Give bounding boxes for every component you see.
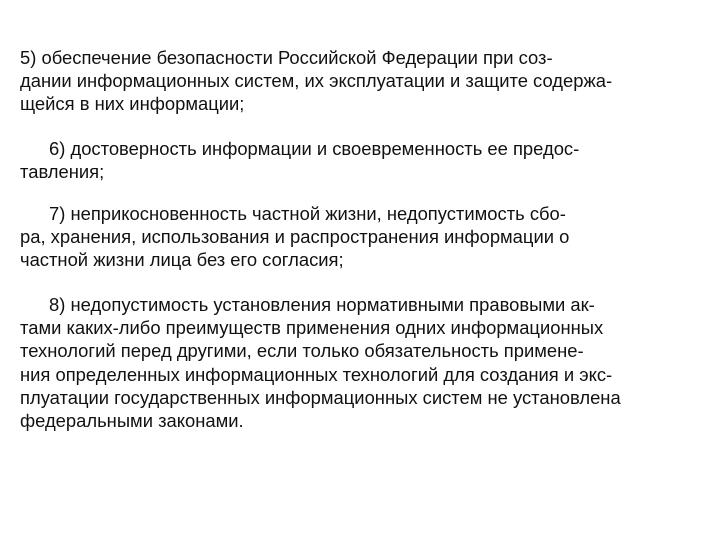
text-line: 7) неприкосновенность частной жизни, недопустимость сбо- <box>49 203 566 224</box>
text-line: 6) достоверность информации и своевременность ее предос- <box>49 138 580 159</box>
text-line: щейся в них информации; <box>20 93 245 115</box>
paragraph-item-5 <box>20 46 710 116</box>
text-line: тами каких-либо преимуществ применения одних информационных <box>20 317 604 339</box>
text-line: частной жизни лица без его согласия; <box>20 249 344 271</box>
text-line: ра, хранения, использования и распространения информации о <box>20 226 570 248</box>
text-line: федеральными законами. <box>20 410 244 432</box>
paragraph-item-7 <box>20 202 710 272</box>
text-line: 8) недопустимость установления нормативными правовыми ак- <box>49 294 595 315</box>
text-line: тавления; <box>20 161 105 183</box>
text-line: 5) обеспечение безопасности Российской Федерации при соз- <box>20 47 553 68</box>
text-line: ния определенных информационных технологий для создания и экс- <box>20 363 613 385</box>
text-line: технологий перед другими, если только обязательность примене- <box>20 340 584 362</box>
text-line: плуатации государственных информационных систем не установлена <box>20 386 621 408</box>
text-line: дании информационных систем, их эксплуатации и защите содержа- <box>20 70 613 92</box>
paragraph-item-6 <box>20 137 710 183</box>
paragraph-item-8 <box>20 293 710 432</box>
